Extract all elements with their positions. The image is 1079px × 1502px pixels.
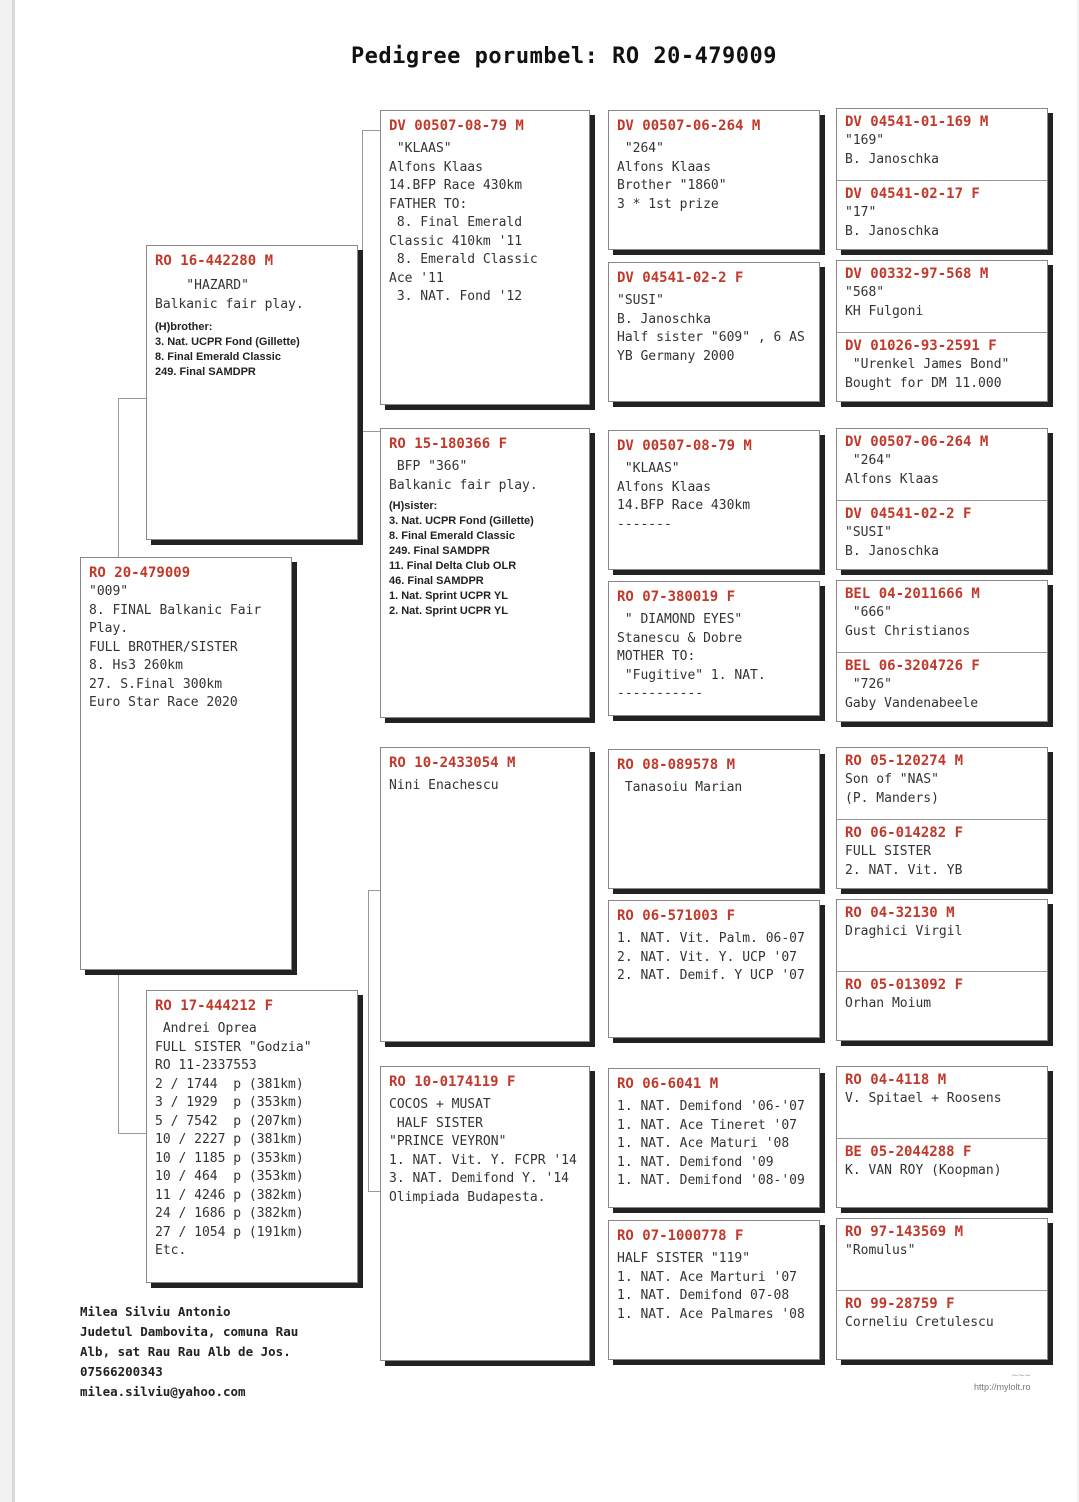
detail-line: " DIAMOND EYES" xyxy=(617,612,743,627)
ancestor-card xyxy=(608,749,820,889)
dam-card xyxy=(146,990,358,1283)
grandsire-card xyxy=(380,747,590,1042)
detail-line: 8. Final Emerald xyxy=(389,215,523,230)
ancestor-section xyxy=(837,1067,1047,1138)
ancestor-section xyxy=(609,1069,819,1207)
detail-line: 3. NAT. Demifond Y. '14 xyxy=(389,1171,570,1186)
ancestor-pair-card xyxy=(836,1218,1048,1360)
detail-line: "17" xyxy=(845,205,877,220)
detail-line: ----------- xyxy=(617,686,704,701)
ancestor-section xyxy=(837,500,1047,570)
detail-line: 24 / 1686 p (382km) xyxy=(155,1206,304,1221)
detail-line: KH Fulgoni xyxy=(845,303,924,319)
subject-card xyxy=(80,557,292,970)
ancestor-section xyxy=(381,748,589,1041)
ring-number: RO 06-6041 M xyxy=(617,1076,719,1092)
ancestor-card xyxy=(608,581,820,716)
detail-line: "PRINCE VEYRON" xyxy=(389,1134,507,1149)
ring-number: RO 16-442280 M xyxy=(155,253,274,269)
ancestor-section xyxy=(609,901,819,1037)
subject-details xyxy=(89,583,283,713)
ring-number: RO 05-013092 F xyxy=(845,977,964,993)
detail-line: FATHER TO: xyxy=(389,196,468,212)
detail-line: 46. Final SAMDPR xyxy=(389,575,484,587)
ring-number: RO 10-2433054 M xyxy=(389,755,516,771)
ancestor-card xyxy=(608,900,820,1038)
detail-line: Balkanic fair play. xyxy=(389,477,538,493)
detail-line: 249. Final SAMDPR xyxy=(389,545,490,557)
detail-line: "264" xyxy=(617,141,664,156)
detail-line: Euro Star Race 2020 xyxy=(89,695,238,710)
ring-number: DV 00507-08-79 M xyxy=(389,118,524,134)
ancestor-section xyxy=(609,582,819,715)
detail-line: V. Spitael + Roosens xyxy=(845,1091,1002,1106)
detail-line: 14.BFP Race 430km xyxy=(617,498,751,513)
contact-address: Judetul Dambovita, comuna Rau xyxy=(80,1324,299,1339)
detail-line: Andrei Oprea xyxy=(155,1021,257,1036)
dam-section xyxy=(147,991,357,1282)
ring-number: RO 10-0174119 F xyxy=(389,1074,516,1090)
detail-line: Corneliu Cretulescu xyxy=(845,1315,994,1330)
detail-line: 8. Final Emerald Classic xyxy=(155,351,281,363)
detail-line: "666" xyxy=(845,605,892,620)
detail-line: Nini Enachescu xyxy=(389,778,499,793)
detail-line: Stanescu & Dobre xyxy=(617,630,743,646)
ring-number: RO 05-120274 M xyxy=(845,753,964,769)
detail-line: FULL SISTER xyxy=(845,844,932,859)
detail-line: 249. Final SAMDPR xyxy=(155,366,256,378)
ring-number: BEL 06-3204726 F xyxy=(845,658,980,674)
ancestor-section xyxy=(381,1067,589,1360)
ancestor-section xyxy=(609,1221,819,1359)
detail-line: (P. Manders) xyxy=(845,790,939,806)
detail-line: 1. NAT. Demifond '08-'09 xyxy=(617,1173,805,1188)
detail-line: Etc. xyxy=(155,1243,187,1258)
ring-number: RO 17-444212 F xyxy=(155,998,274,1014)
ancestor-card xyxy=(608,1220,820,1360)
detail-line: "726" xyxy=(845,677,892,692)
detail-line: 3. Nat. UCPR Fond (Gillette) xyxy=(155,336,300,348)
ring-number: RO 04-32130 M xyxy=(845,905,955,921)
detail-line: Alfons Klaas xyxy=(617,159,711,175)
ancestor-section xyxy=(609,111,819,249)
detail-line: Olimpiada Budapesta. xyxy=(389,1189,546,1205)
ancestor-section xyxy=(837,581,1047,652)
detail-line: 3. NAT. Fond '12 xyxy=(389,289,523,304)
granddam-card xyxy=(380,428,590,718)
detail-line: 2 / 1744 p (381km) xyxy=(155,1076,304,1092)
ancestor-section xyxy=(381,111,589,404)
ring-number: DV 00507-06-264 M xyxy=(845,434,989,450)
detail-line: HALF SISTER "119" xyxy=(617,1251,751,1266)
watermark xyxy=(974,1370,1031,1392)
ancestor-pair-card xyxy=(836,260,1048,402)
detail-line: 1. NAT. Vit. Y. FCPR '14 xyxy=(389,1152,577,1168)
connector-line xyxy=(118,398,147,559)
ring-number: BE 05-2044288 F xyxy=(845,1144,972,1160)
ancestor-section xyxy=(381,429,589,717)
detail-line: "HAZARD" xyxy=(155,278,249,293)
detail-line: 1. NAT. Ace Maturi '08 xyxy=(617,1136,790,1151)
detail-line: 5 / 7542 p (207km) xyxy=(155,1113,304,1129)
ancestor-card xyxy=(608,110,820,250)
ring-number: RO 04-4118 M xyxy=(845,1072,947,1088)
ancestor-section xyxy=(837,261,1047,332)
detail-line: Alfons Klaas xyxy=(845,471,939,487)
detail-line: Draghici Virgil xyxy=(845,924,963,939)
detail-line: 1. NAT. Ace Tineret '07 xyxy=(617,1117,798,1133)
detail-line: 2. NAT. Vit. YB xyxy=(845,862,963,878)
ring-number: DV 00507-06-264 M xyxy=(617,118,761,134)
contact-block xyxy=(80,1302,298,1402)
detail-line: "009" xyxy=(89,584,129,599)
ancestor-section xyxy=(837,748,1047,819)
subject-section xyxy=(81,558,291,969)
ancestor-pair-card xyxy=(836,1066,1048,1208)
detail-line: ------- xyxy=(617,516,672,532)
detail-line: "169" xyxy=(845,133,885,148)
detail-line: Ace '11 xyxy=(389,270,444,286)
detail-line: 2. Nat. Sprint UCPR YL xyxy=(389,605,508,617)
detail-line: Alfons Klaas xyxy=(617,479,711,495)
page-title: Pedigree porumbel: RO 20-479009 xyxy=(350,44,778,69)
detail-line: B. Janoschka xyxy=(845,223,939,239)
ancestor-section xyxy=(837,1219,1047,1290)
detail-line: (H)sister: xyxy=(389,500,438,512)
ancestor-section xyxy=(837,332,1047,402)
detail-line: 1. NAT. Ace Marturi '07 xyxy=(617,1269,798,1285)
contact-name: Milea Silviu Antonio xyxy=(80,1304,231,1319)
detail-line: 1. Nat. Sprint UCPR YL xyxy=(389,590,508,602)
signature-icon: ~~~ xyxy=(1011,1370,1031,1382)
detail-line: Brother "1860" xyxy=(617,178,727,193)
detail-line: FULL BROTHER/SISTER xyxy=(89,639,238,655)
detail-line: FULL SISTER "Godzia" xyxy=(155,1039,312,1055)
detail-line: YB Germany 2000 xyxy=(617,348,735,364)
ring-number: DV 00332-97-568 M xyxy=(845,266,989,282)
detail-line: 8. FINAL Balkanic Fair xyxy=(89,602,262,618)
ring-number: RO 99-28759 F xyxy=(845,1296,955,1312)
ring-number: DV 04541-02-2 F xyxy=(617,270,744,286)
ring-number: RO 20-479009 xyxy=(89,565,191,581)
detail-line: 11. Final Delta Club OLR xyxy=(389,560,517,572)
detail-line: HALF SISTER xyxy=(389,1115,483,1131)
ancestor-section xyxy=(609,263,819,401)
ring-number: RO 07-380019 F xyxy=(617,589,736,605)
connector-line xyxy=(362,130,381,432)
detail-line: B. Janoschka xyxy=(845,543,939,559)
ring-number: DV 00507-08-79 M xyxy=(617,438,752,454)
ring-number: DV 01026-93-2591 F xyxy=(845,338,997,354)
ancestor-pair-card xyxy=(836,428,1048,570)
detail-line: (H)brother: xyxy=(155,321,213,333)
detail-line: 1. NAT. Vit. Palm. 06-07 xyxy=(617,931,805,946)
contact-phone: 07566200343 xyxy=(80,1364,163,1379)
ancestor-section xyxy=(837,900,1047,971)
contact-email[interactable]: milea.silviu@yahoo.com xyxy=(80,1384,246,1399)
detail-line: Alfons Klaas xyxy=(389,159,483,175)
granddam-card xyxy=(380,1066,590,1361)
ancestor-section xyxy=(837,652,1047,722)
detail-line: Gust Christianos xyxy=(845,623,971,639)
ring-number: DV 04541-02-2 F xyxy=(845,506,972,522)
detail-line: "SUSI" xyxy=(845,525,892,540)
detail-line: Bought for DM 11.000 xyxy=(845,375,1002,391)
sire-section xyxy=(147,246,357,539)
ancestor-card xyxy=(608,1068,820,1208)
detail-line: 10 / 2227 p (381km) xyxy=(155,1132,304,1147)
ring-number: DV 04541-01-169 M xyxy=(845,114,989,130)
detail-line: 27 / 1054 p (191km) xyxy=(155,1224,304,1240)
ancestor-pair-card xyxy=(836,108,1048,250)
detail-line: Tanasoiu Marian xyxy=(617,780,743,795)
detail-line: Son of "NAS" xyxy=(845,772,939,787)
detail-line: 1. NAT. Demifond 07-08 xyxy=(617,1288,790,1303)
ancestor-pair-card xyxy=(836,580,1048,722)
detail-line: 11 / 4246 p (382km) xyxy=(155,1187,304,1203)
detail-line: "SUSI" xyxy=(617,293,664,308)
detail-line: "Romulus" xyxy=(845,1243,916,1258)
ancestor-section xyxy=(837,1138,1047,1208)
contact-address: Alb, sat Rau Rau Alb de Jos. xyxy=(80,1344,291,1359)
detail-line: COCOS + MUSAT xyxy=(389,1097,491,1112)
detail-line: Classic 410km '11 xyxy=(389,233,523,249)
detail-line: 10 / 464 p (353km) xyxy=(155,1169,304,1184)
ancestor-section xyxy=(837,180,1047,250)
detail-line: BFP "366" xyxy=(389,459,468,474)
detail-line: B. Janoschka xyxy=(845,151,939,167)
watermark-text: http://mylolt.ro xyxy=(974,1382,1031,1392)
detail-line: 27. S.Final 300km xyxy=(89,676,223,692)
ring-number: RO 97-143569 M xyxy=(845,1224,964,1240)
detail-line: 8. Emerald Classic xyxy=(389,252,538,267)
detail-line: "KLAAS" xyxy=(389,141,452,156)
detail-line: Gaby Vandenabeele xyxy=(845,695,979,711)
ancestor-section xyxy=(609,431,819,569)
detail-line: 8. Final Emerald Classic xyxy=(389,530,515,542)
ancestor-section xyxy=(837,429,1047,500)
detail-line: "KLAAS" xyxy=(617,461,680,476)
ancestor-section xyxy=(837,109,1047,180)
ancestor-section xyxy=(837,1290,1047,1360)
detail-line: 2. NAT. Demif. Y UCP '07 xyxy=(617,968,805,983)
detail-line: 2. NAT. Vit. Y. UCP '07 xyxy=(617,949,798,965)
detail-line: "Fugitive" 1. NAT. xyxy=(617,667,766,683)
detail-line: RO 11-2337553 xyxy=(155,1058,257,1073)
detail-line: 14.BFP Race 430km xyxy=(389,178,523,193)
detail-line: 10 / 1185 p (353km) xyxy=(155,1150,304,1166)
detail-line: MOTHER TO: xyxy=(617,649,696,664)
detail-line: "Urenkel James Bond" xyxy=(845,357,1010,372)
ancestor-section xyxy=(609,750,819,888)
ring-number: RO 08-089578 M xyxy=(617,757,736,773)
detail-line: 3 * 1st prize xyxy=(617,196,719,212)
connector-line xyxy=(118,968,147,1134)
ring-number: RO 06-571003 F xyxy=(617,908,736,924)
ancestor-pair-card xyxy=(836,747,1048,889)
ancestor-section xyxy=(837,819,1047,889)
detail-line: 1. NAT. Ace Palmares '08 xyxy=(617,1306,805,1322)
detail-line: 1. NAT. Demifond '06-'07 xyxy=(617,1099,805,1114)
ancestor-card xyxy=(608,430,820,570)
sire-card xyxy=(146,245,358,540)
ring-number: RO 15-180366 F xyxy=(389,436,508,452)
detail-line: 8. Hs3 260km xyxy=(89,658,183,673)
ring-number: BEL 04-2011666 M xyxy=(845,586,980,602)
detail-line: 3. Nat. UCPR Fond (Gillette) xyxy=(389,515,534,527)
detail-line: B. Janoschka xyxy=(617,311,711,327)
detail-line: 3 / 1929 p (353km) xyxy=(155,1095,304,1110)
detail-line: Orhan Moium xyxy=(845,996,932,1011)
ancestor-section xyxy=(837,971,1047,1041)
detail-line: "264" xyxy=(845,453,892,468)
detail-line: Balkanic fair play. xyxy=(155,296,304,312)
ancestor-card xyxy=(608,262,820,402)
ring-number: RO 07-1000778 F xyxy=(617,1228,744,1244)
ring-number: DV 04541-02-17 F xyxy=(845,186,980,202)
detail-line: Half sister "609" , 6 AS xyxy=(617,330,805,345)
ancestor-pair-card xyxy=(836,899,1048,1041)
detail-line: 1. NAT. Demifond '09 xyxy=(617,1154,774,1170)
ring-number: RO 06-014282 F xyxy=(845,825,964,841)
grandsire-card xyxy=(380,110,590,405)
detail-line: K. VAN ROY (Koopman) xyxy=(845,1163,1002,1178)
detail-line: "568" xyxy=(845,285,885,300)
detail-line: Play. xyxy=(89,621,129,636)
